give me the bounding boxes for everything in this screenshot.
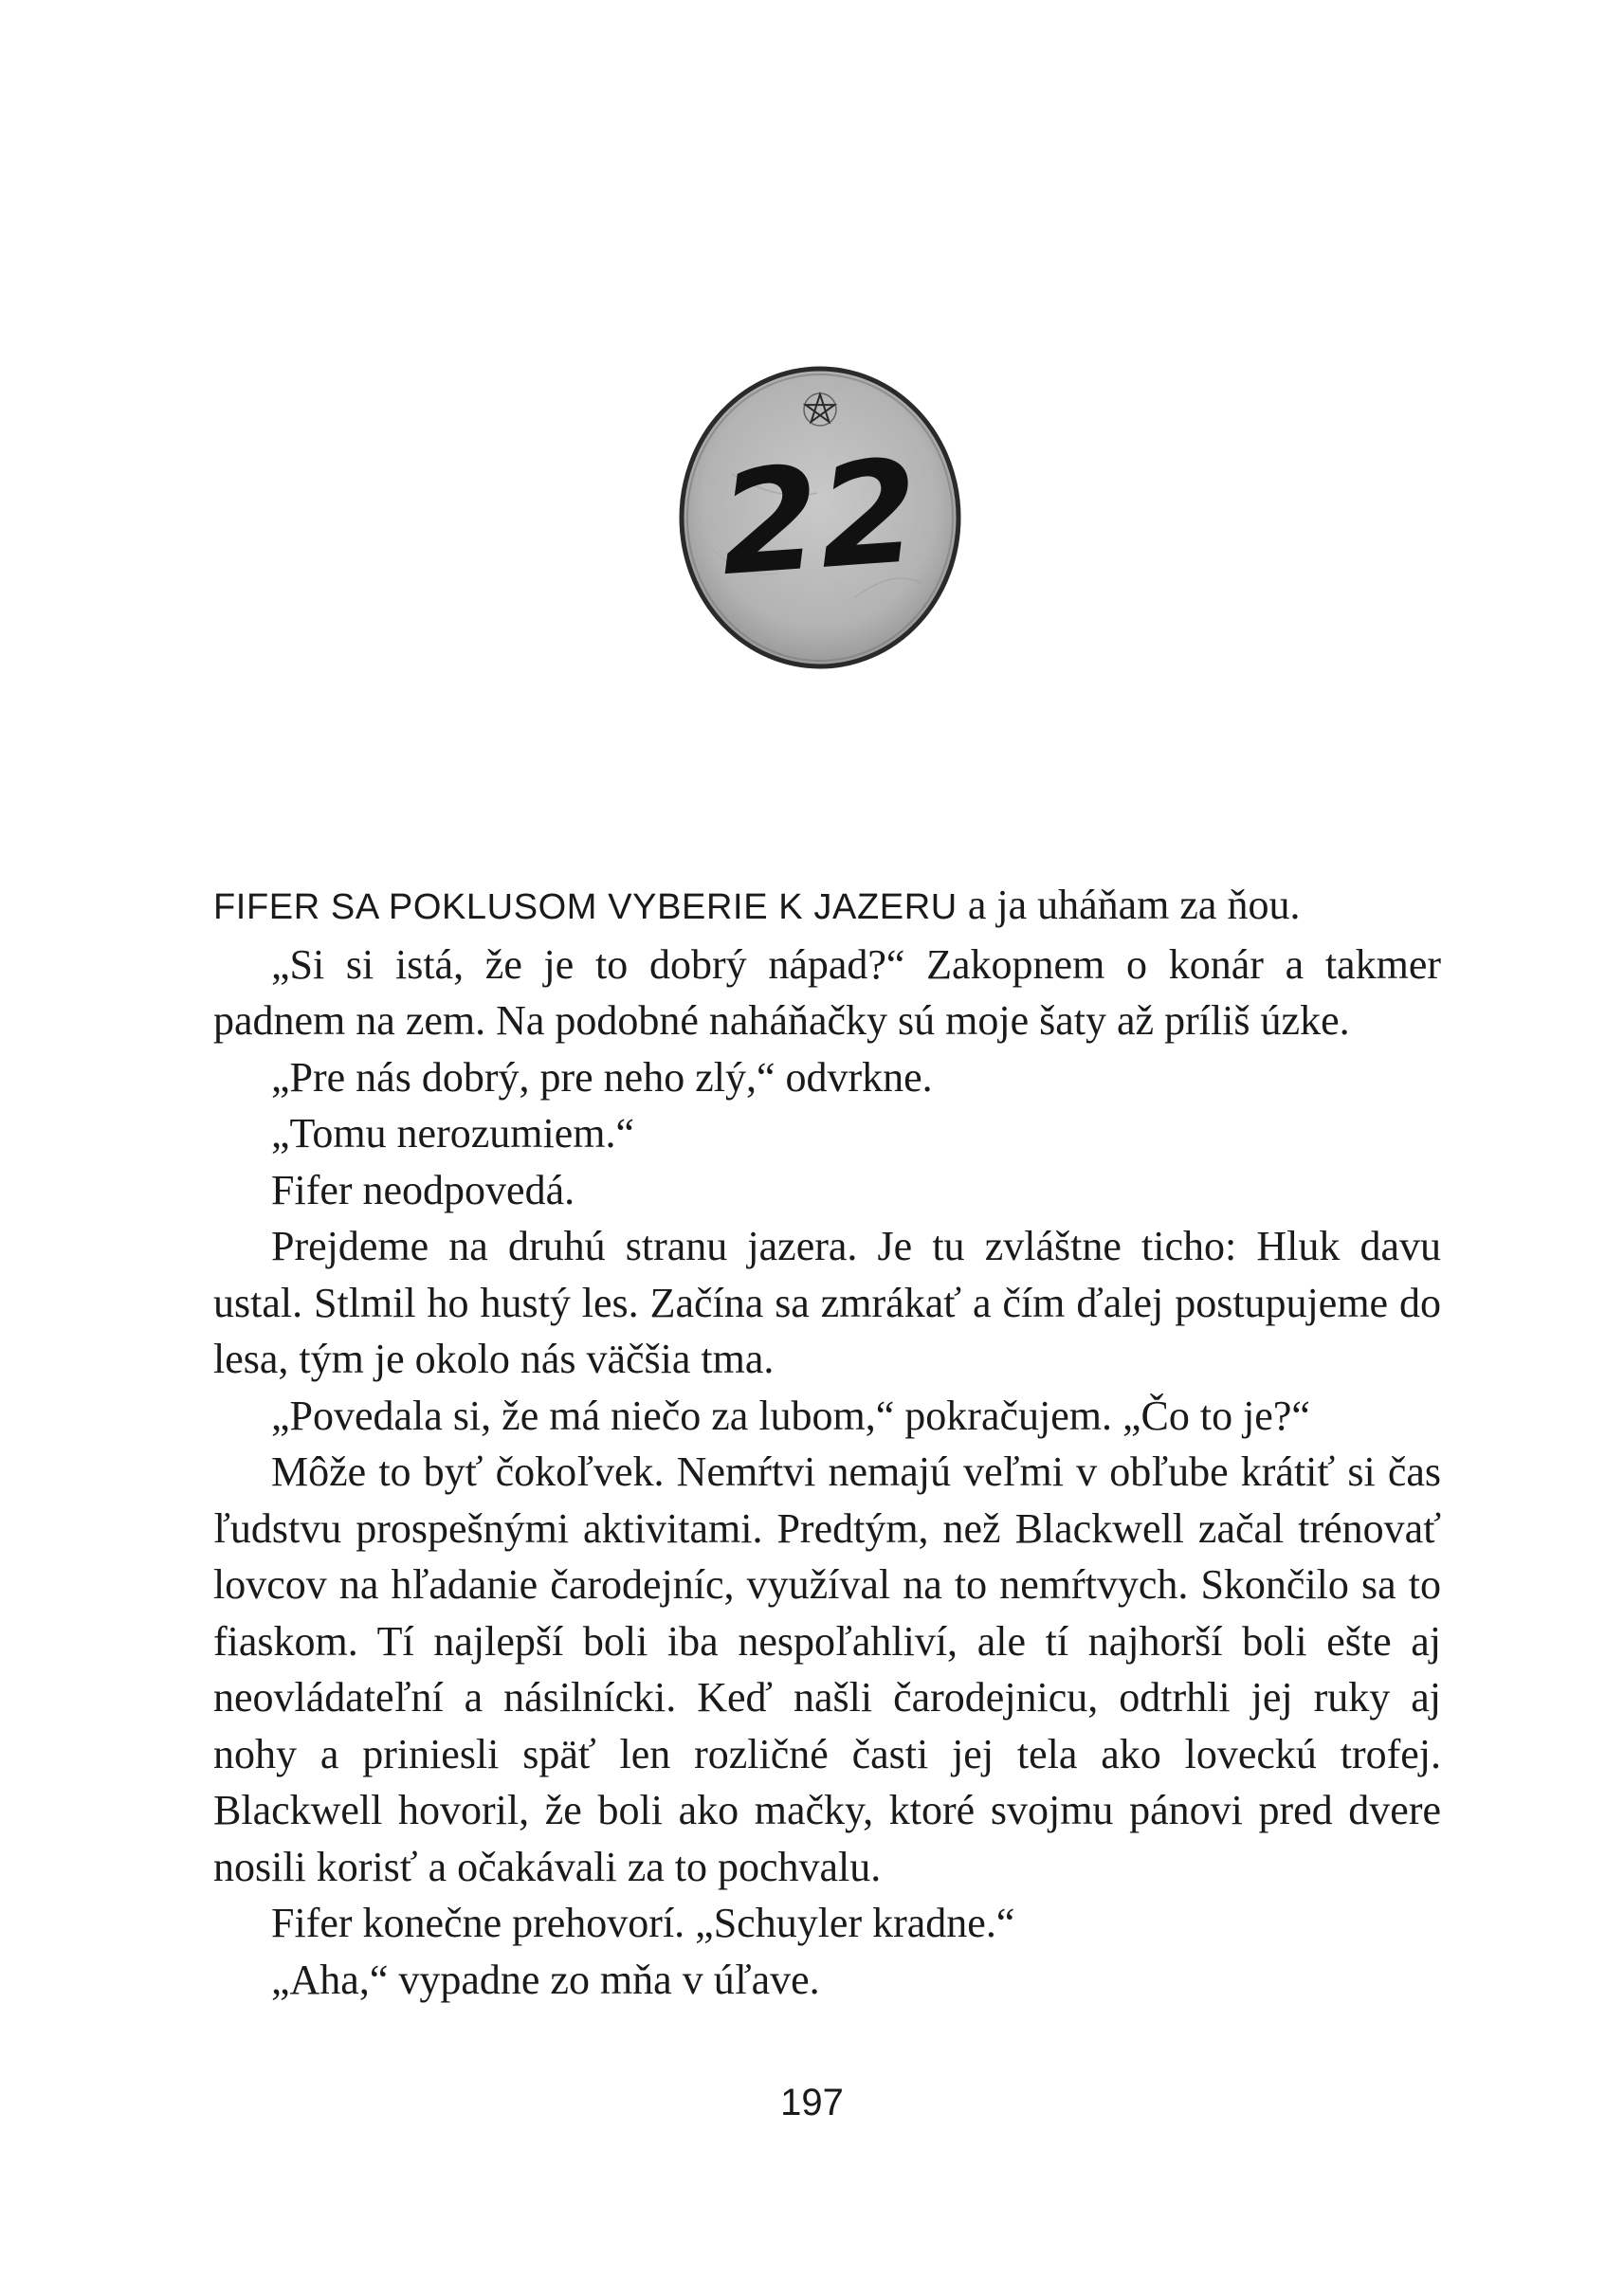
chapter-number: 22 bbox=[714, 428, 924, 609]
opening-rest: a ja uháňam za ňou. bbox=[957, 882, 1301, 928]
paragraph: Fifer neodpovedá. bbox=[271, 1166, 575, 1213]
paragraph: „Si si istá, že je to dobrý nápad?“ Zakopnem o konár a takmer padnem na zem. Na podobné naháňačky sú moje šaty až príliš úzke. bbox=[213, 940, 1441, 1044]
paragraph: „Povedala si, že má niečo za lubom,“ pokračujem. „Čo to je?“ bbox=[271, 1392, 1310, 1439]
paragraph: Fifer konečne prehovorí. „Schuyler kradne.“ bbox=[271, 1900, 1015, 1946]
opening-paragraph bbox=[213, 877, 1441, 937]
opening-small-caps: FIFER SA POKLUSOM VYBERIE K JAZERU bbox=[213, 887, 958, 927]
chapter-text bbox=[213, 877, 1441, 2008]
paragraph: Môže to byť čokoľvek. Nemŕtvi nemajú veľmi v obľube krátiť si čas ľudstvu prospešnými aktivitami. Predtým, než Blackwell začal trénovať lovcov na hľadanie čarodejníc, využíval na to nemŕtvych. Skončilo sa to fiaskom. Tí najlepší boli iba nespoľahliví, ale tí najhorší boli ešte aj neovládateľní a násilnícki. Keď našli čarodejnicu, odtrhli jej ruky aj nohy a priniesli späť len rozličné časti jej tela ako loveckú trofej. Blackwell hovoril, že boli ako mačky, ktoré svojmu pánovi pred dvere nosili korisť a očakávali za to pochvalu. bbox=[213, 1448, 1441, 1890]
chapter-medallion bbox=[675, 360, 965, 673]
page-number: 197 bbox=[780, 2082, 844, 2123]
paragraph: „Aha,“ vypadne zo mňa v úľave. bbox=[271, 1956, 820, 2003]
chapter-emblem bbox=[675, 360, 965, 673]
paragraph: „Pre nás dobrý, pre neho zlý,“ odvrkne. bbox=[271, 1053, 933, 1101]
paragraph: Prejdeme na druhú stranu jazera. Je tu zvláštne ticho: Hluk davu ustal. Stlmil ho hustý les. Začína sa zmrákať a čím ďalej postupujeme do lesa, tým je okolo nás väčšia tma. bbox=[213, 1223, 1441, 1382]
paragraph: „Tomu nerozumiem.“ bbox=[271, 1110, 635, 1157]
